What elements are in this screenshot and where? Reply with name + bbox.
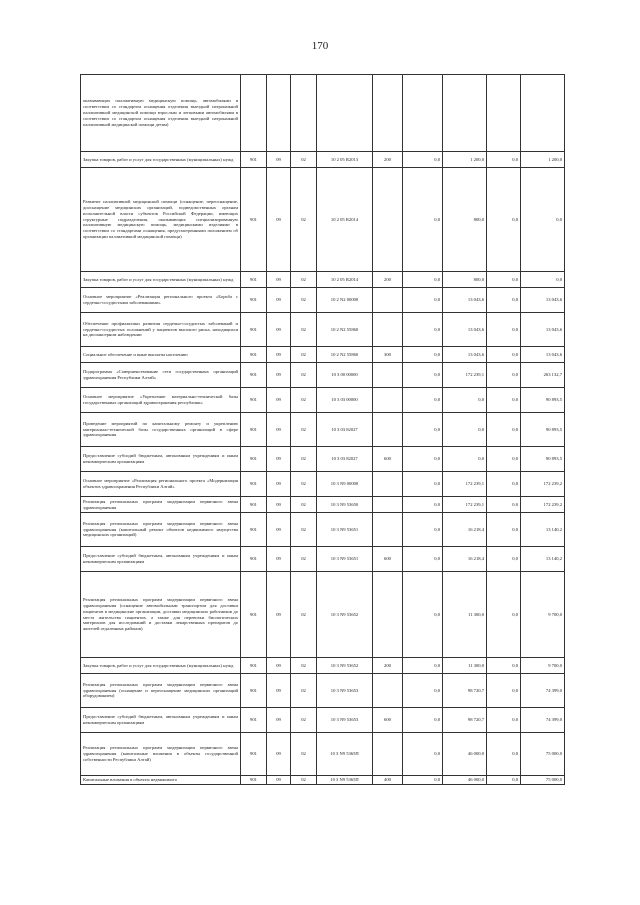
cell-section: 09 (267, 152, 291, 168)
cell-section: 09 (267, 513, 291, 547)
cell-amount-3: 0,0 (487, 447, 521, 472)
cell-admin-code: 901 (241, 288, 267, 313)
table-row (81, 776, 565, 785)
cell-section: 09 (267, 674, 291, 708)
cell-admin-code: 901 (241, 497, 267, 513)
cell-description: оказывающих паллиативную медицинскую помощь, автомобилями в соответствии со стандартом оснащения отделения выездной патронажной паллиативной медицинской помощи взрослым и легковыми автомобилями в соответствии со стандартом оснащения отделения выездной патронажной паллиативной медицинской помощи детям) (81, 75, 241, 152)
cell-target-article: 10 3 N9 00000 (317, 472, 373, 497)
cell-amount-4: 90 893,5 (521, 447, 565, 472)
table-row (81, 413, 565, 447)
cell-amount-2: 800,0 (443, 272, 487, 288)
cell-amount-3: 0,0 (487, 388, 521, 413)
cell-expense-type: 200 (373, 658, 403, 674)
cell-description: Основное мероприятие «Реализация регионального проекта «Борьба с сердечно-сосудистыми заболеваниями» (81, 288, 241, 313)
cell-amount-1: 0,0 (403, 513, 443, 547)
cell-subsection: 02 (291, 472, 317, 497)
cell-subsection: 02 (291, 776, 317, 785)
cell-amount-3: 0,0 (487, 513, 521, 547)
cell-target-article: 10 2 05 R2014 (317, 168, 373, 272)
cell-description: Закупка товаров, работ и услуг для государственных (муниципальных) нужд (81, 272, 241, 288)
cell-target-article: 10 3 N9 53652 (317, 572, 373, 658)
table-row (81, 658, 565, 674)
cell-subsection: 02 (291, 497, 317, 513)
cell-amount-1: 0,0 (403, 572, 443, 658)
cell-amount-4: 0,0 (521, 272, 565, 288)
cell-amount-1 (403, 75, 443, 152)
cell-amount-3: 0,0 (487, 572, 521, 658)
table-row (81, 363, 565, 388)
cell-amount-2: 800,0 (443, 168, 487, 272)
cell-amount-1: 0,0 (403, 272, 443, 288)
cell-section: 09 (267, 658, 291, 674)
cell-description: Закупка товаров, работ и услуг для государственных (муниципальных) нужд (81, 152, 241, 168)
cell-subsection: 02 (291, 674, 317, 708)
cell-amount-1: 0,0 (403, 547, 443, 572)
cell-amount-2: 172 239,1 (443, 497, 487, 513)
cell-target-article: 10 3 03 82027 (317, 413, 373, 447)
cell-description: Развитие паллиативной медицинской помощи (оснащение, переоснащение, дооснащение медицинских организаций, подведомственных органам исполнительной власти субъектов Российской Федерации, имеющих структурные подразделения, оказывающих специализированную паллиативную медицинскую помощь, медицинскими изделиями в соответствии со стандартами оснащения, предусмотренными положением об организации паллиативной медицинской помощи) (81, 168, 241, 272)
cell-amount-4: 90 893,5 (521, 388, 565, 413)
cell-amount-1: 0,0 (403, 472, 443, 497)
cell-target-article: 10 3 N9 53653 (317, 674, 373, 708)
cell-admin-code: 901 (241, 547, 267, 572)
cell-admin-code: 901 (241, 272, 267, 288)
cell-target-article: 10 3 03 00000 (317, 388, 373, 413)
cell-target-article: 10 3 N9 5365П (317, 733, 373, 776)
cell-amount-2: 172 239,1 (443, 472, 487, 497)
cell-subsection: 02 (291, 733, 317, 776)
cell-description: Реализация региональных программ модернизации первичного звена здравоохранения (81, 497, 241, 513)
cell-admin-code: 901 (241, 733, 267, 776)
cell-amount-3: 0,0 (487, 347, 521, 363)
cell-description: Реализация региональных программ модернизации первичного звена здравоохранения (оснащение и переоснащение медицинских организаций оборудованием) (81, 674, 241, 708)
cell-target-article: 10 3 N9 53651 (317, 513, 373, 547)
table-row (81, 272, 565, 288)
cell-section: 09 (267, 497, 291, 513)
cell-description: Реализация региональных программ модернизации первичного звена здравоохранения (капитальные вложения в объекты государственной собственности Республики Алтай) (81, 733, 241, 776)
table-row (81, 674, 565, 708)
cell-amount-1: 0,0 (403, 313, 443, 347)
cell-section: 09 (267, 363, 291, 388)
cell-subsection: 02 (291, 313, 317, 347)
cell-expense-type (373, 288, 403, 313)
cell-amount-4: 74 399,0 (521, 674, 565, 708)
cell-target-article: 10 3 03 82027 (317, 447, 373, 472)
cell-amount-3: 0,0 (487, 776, 521, 785)
cell-amount-4: 0,0 (521, 168, 565, 272)
cell-expense-type (373, 363, 403, 388)
cell-admin-code: 901 (241, 658, 267, 674)
cell-target-article: 10 2 05 R2014 (317, 272, 373, 288)
cell-amount-3: 0,0 (487, 658, 521, 674)
cell-amount-4: 13 140,2 (521, 513, 565, 547)
cell-description: Предоставление субсидий бюджетным, автономным учреждениям и иным некоммерческим организациям (81, 447, 241, 472)
cell-amount-3: 0,0 (487, 674, 521, 708)
cell-expense-type: 200 (373, 152, 403, 168)
cell-target-article: 10 2 N2 55860 (317, 347, 373, 363)
cell-amount-4: 9 700,0 (521, 658, 565, 674)
cell-amount-1: 0,0 (403, 168, 443, 272)
cell-amount-3: 0,0 (487, 313, 521, 347)
cell-subsection: 02 (291, 547, 317, 572)
cell-admin-code: 901 (241, 776, 267, 785)
cell-subsection: 02 (291, 347, 317, 363)
cell-amount-2: 13 043,6 (443, 313, 487, 347)
cell-subsection: 02 (291, 388, 317, 413)
table-row (81, 347, 565, 363)
cell-amount-1: 0,0 (403, 674, 443, 708)
cell-amount-3: 0,0 (487, 733, 521, 776)
table-row (81, 547, 565, 572)
cell-subsection: 02 (291, 413, 317, 447)
cell-amount-4: 1 200,0 (521, 152, 565, 168)
cell-amount-2: 98 720,7 (443, 674, 487, 708)
cell-section: 09 (267, 547, 291, 572)
cell-admin-code: 901 (241, 674, 267, 708)
cell-target-article: 10 2 N2 00000 (317, 288, 373, 313)
cell-amount-2: 172 239,1 (443, 363, 487, 388)
cell-description: Закупка товаров, работ и услуг для государственных (муниципальных) нужд (81, 658, 241, 674)
cell-expense-type: 600 (373, 547, 403, 572)
cell-target-article: 10 2 N2 55860 (317, 313, 373, 347)
cell-subsection: 02 (291, 572, 317, 658)
cell-expense-type (373, 513, 403, 547)
cell-amount-3: 0,0 (487, 168, 521, 272)
cell-amount-4: 172 239,2 (521, 472, 565, 497)
cell-subsection: 02 (291, 708, 317, 733)
cell-amount-2: 98 720,7 (443, 708, 487, 733)
cell-amount-1: 0,0 (403, 388, 443, 413)
cell-amount-2: 16 218,4 (443, 547, 487, 572)
cell-target-article: 10 3 N9 53651 (317, 547, 373, 572)
cell-expense-type (373, 75, 403, 152)
cell-amount-3 (487, 75, 521, 152)
table-row (81, 168, 565, 272)
cell-description: Проведение мероприятий по капитальному ремонту и укреплению материально-технической базы государственных организаций в сфере здравоохранения (81, 413, 241, 447)
cell-description: Предоставление субсидий бюджетным, автономным учреждениям и иным некоммерческим организациям (81, 547, 241, 572)
cell-amount-1: 0,0 (403, 363, 443, 388)
cell-expense-type (373, 388, 403, 413)
cell-admin-code: 901 (241, 472, 267, 497)
cell-admin-code: 901 (241, 152, 267, 168)
cell-subsection: 02 (291, 447, 317, 472)
cell-amount-1: 0,0 (403, 288, 443, 313)
cell-section: 09 (267, 288, 291, 313)
cell-expense-type (373, 313, 403, 347)
cell-target-article: 10 3 N9 53653 (317, 708, 373, 733)
cell-amount-2: 13 043,6 (443, 288, 487, 313)
table-row (81, 572, 565, 658)
cell-amount-1: 0,0 (403, 776, 443, 785)
cell-amount-2: 0,0 (443, 447, 487, 472)
cell-section: 09 (267, 413, 291, 447)
cell-amount-1: 0,0 (403, 152, 443, 168)
cell-expense-type: 400 (373, 776, 403, 785)
cell-amount-4: 9 700,0 (521, 572, 565, 658)
cell-target-article: 10 3 00 00000 (317, 363, 373, 388)
table-row (81, 313, 565, 347)
budget-table (80, 74, 565, 785)
cell-description: Социальное обеспечение и иные выплаты населению (81, 347, 241, 363)
cell-admin-code: 901 (241, 168, 267, 272)
cell-amount-3: 0,0 (487, 708, 521, 733)
cell-admin-code: 901 (241, 388, 267, 413)
cell-subsection (291, 75, 317, 152)
cell-target-article: 10 3 N9 53652 (317, 658, 373, 674)
table-row (81, 288, 565, 313)
cell-section: 09 (267, 347, 291, 363)
cell-section: 09 (267, 572, 291, 658)
cell-amount-2: 0,0 (443, 388, 487, 413)
table-row (81, 733, 565, 776)
cell-admin-code (241, 75, 267, 152)
cell-section: 09 (267, 272, 291, 288)
cell-section: 09 (267, 168, 291, 272)
table-row (81, 388, 565, 413)
cell-subsection: 02 (291, 288, 317, 313)
cell-subsection: 02 (291, 168, 317, 272)
cell-amount-1: 0,0 (403, 733, 443, 776)
cell-amount-4: 75 000,0 (521, 733, 565, 776)
cell-amount-4: 13 140,2 (521, 547, 565, 572)
table-row (81, 497, 565, 513)
cell-expense-type (373, 674, 403, 708)
cell-admin-code: 901 (241, 513, 267, 547)
page-number: 170 (311, 40, 329, 52)
cell-amount-3: 0,0 (487, 272, 521, 288)
cell-amount-3: 0,0 (487, 472, 521, 497)
cell-amount-2: 1 200,0 (443, 152, 487, 168)
cell-amount-3: 0,0 (487, 152, 521, 168)
cell-expense-type: 300 (373, 347, 403, 363)
cell-description: Подпрограмма «Совершенствование сети государственных организаций здравоохранения Республики Алтай» (81, 363, 241, 388)
cell-admin-code: 901 (241, 413, 267, 447)
cell-amount-2: 46 000,0 (443, 776, 487, 785)
cell-description: Реализация региональных программ модернизации первичного звена здравоохранения (капитальный ремонт объектов недвижимого имущества медицинских организаций) (81, 513, 241, 547)
cell-amount-3: 0,0 (487, 413, 521, 447)
cell-subsection: 02 (291, 363, 317, 388)
cell-amount-1: 0,0 (403, 708, 443, 733)
cell-amount-1: 0,0 (403, 347, 443, 363)
cell-subsection: 02 (291, 658, 317, 674)
cell-expense-type: 600 (373, 447, 403, 472)
cell-amount-3: 0,0 (487, 497, 521, 513)
cell-amount-2: 13 043,6 (443, 347, 487, 363)
table-row (81, 513, 565, 547)
cell-description: Предоставление субсидий бюджетным, автономным учреждениям и иным некоммерческим организациям (81, 708, 241, 733)
cell-expense-type (373, 497, 403, 513)
cell-admin-code: 901 (241, 363, 267, 388)
cell-subsection: 02 (291, 152, 317, 168)
cell-amount-2: 46 000,0 (443, 733, 487, 776)
cell-admin-code: 901 (241, 708, 267, 733)
cell-description: Капитальные вложения в объекты недвижимого (81, 776, 241, 785)
table-row (81, 708, 565, 733)
cell-subsection: 02 (291, 272, 317, 288)
cell-amount-1: 0,0 (403, 658, 443, 674)
cell-section: 09 (267, 776, 291, 785)
cell-admin-code: 901 (241, 347, 267, 363)
cell-amount-1: 0,0 (403, 413, 443, 447)
cell-amount-4: 13 043,6 (521, 313, 565, 347)
cell-expense-type: 600 (373, 708, 403, 733)
cell-expense-type (373, 472, 403, 497)
cell-amount-4: 13 043,6 (521, 288, 565, 313)
cell-description: Реализация региональных программ модернизации первичного звена здравоохранения (оснащение автомобильным транспортом для доставки пациентов в медицинские организации, доставки медицинских работников до места жительства пациентов, а также для перевозки биологических материалов для исследований и доставки лекарственных препаратов до жителей отдаленных районов) (81, 572, 241, 658)
cell-description: Обеспечение профилактики развития сердечно-сосудистых заболеваний и сердечно-сосудистых осложнений у пациентов высокого риска, находящихся на диспансерном наблюдении (81, 313, 241, 347)
cell-section: 09 (267, 472, 291, 497)
cell-subsection: 02 (291, 513, 317, 547)
cell-amount-4 (521, 75, 565, 152)
cell-amount-4: 74 399,0 (521, 708, 565, 733)
cell-amount-3: 0,0 (487, 288, 521, 313)
cell-section: 09 (267, 313, 291, 347)
cell-amount-4: 90 893,5 (521, 413, 565, 447)
cell-amount-2: 0,0 (443, 413, 487, 447)
cell-amount-4: 172 239,2 (521, 497, 565, 513)
cell-amount-4: 75 000,0 (521, 776, 565, 785)
table-row (81, 75, 565, 152)
cell-admin-code: 901 (241, 572, 267, 658)
cell-section: 09 (267, 447, 291, 472)
table-row (81, 472, 565, 497)
cell-section: 09 (267, 388, 291, 413)
table-row (81, 447, 565, 472)
cell-target-article: 10 2 05 R2013 (317, 152, 373, 168)
cell-section: 09 (267, 708, 291, 733)
cell-amount-2: 11 300,0 (443, 572, 487, 658)
table-row (81, 152, 565, 168)
cell-target-article: 10 3 N9 53650 (317, 497, 373, 513)
cell-expense-type (373, 168, 403, 272)
cell-expense-type (373, 733, 403, 776)
cell-description: Основное мероприятие «Укрепление материально-технической базы государственных организаций здравоохранения республики» (81, 388, 241, 413)
cell-amount-3: 0,0 (487, 363, 521, 388)
cell-amount-2 (443, 75, 487, 152)
cell-expense-type: 200 (373, 272, 403, 288)
cell-section: 09 (267, 733, 291, 776)
cell-amount-1: 0,0 (403, 497, 443, 513)
cell-target-article: 10 3 N9 5365П (317, 776, 373, 785)
cell-amount-2: 16 218,4 (443, 513, 487, 547)
cell-amount-2: 11 300,0 (443, 658, 487, 674)
cell-description: Основное мероприятие «Реализация регионального проекта «Модернизация объектов здравоохранения Республики Алтай» (81, 472, 241, 497)
cell-expense-type (373, 413, 403, 447)
cell-section (267, 75, 291, 152)
cell-amount-3: 0,0 (487, 547, 521, 572)
cell-amount-4: 263 132,7 (521, 363, 565, 388)
cell-admin-code: 901 (241, 313, 267, 347)
cell-target-article (317, 75, 373, 152)
cell-amount-1: 0,0 (403, 447, 443, 472)
cell-expense-type (373, 572, 403, 658)
cell-admin-code: 901 (241, 447, 267, 472)
cell-amount-4: 13 043,6 (521, 347, 565, 363)
